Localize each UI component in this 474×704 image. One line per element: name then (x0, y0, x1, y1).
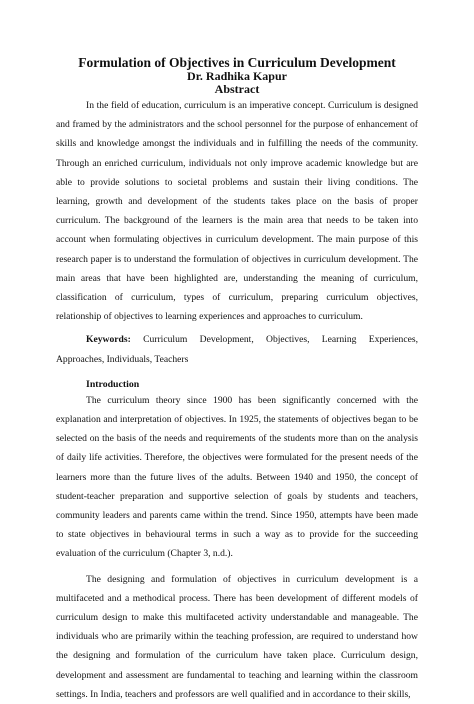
author-name: Dr. Radhika Kapur (187, 69, 287, 83)
abstract-heading: Abstract (214, 82, 260, 96)
keywords-line (56, 330, 418, 368)
keywords-text: Curriculum Development, Objectives, Learning Experiences, Approaches, Individuals, Teachers (56, 334, 419, 365)
keywords-label: Keywords: (86, 334, 131, 346)
introduction-heading: Introduction (86, 378, 140, 390)
introduction-paragraph-2: The designing and formulation of objectives in curriculum development is a multifaceted and a methodical process. There has been development of different models of curriculum design to make this multifaceted activity understandable and manageable. The individuals who are primarily within the teaching profession, are required to understand how the designing and formulation of the curriculum have taken place. Curriculum design, development and assessment are fundamental to teaching and learning within the classroom settings. In India, teachers and professors are well qualified and in accordance to their skills, (56, 573, 418, 700)
paper-title: Formulation of Objectives in Curriculum Development (78, 55, 396, 70)
abstract-paragraph: In the field of education, curriculum is an imperative concept. Curriculum is designed and framed by the administrators and the school personnel for the purpose of enhancement of skills and knowledge amongst the individuals and in fulfilling the needs of the community. Through an enriched curriculum, individuals not only improve academic knowledge but are able to provide solutions to societal problems and sustain their living conditions. The learning, growth and development of the students takes place on the basis of proper curriculum. The background of the learners is the main area that needs to be taken into account when formulating objectives in curriculum development. The main purpose of this research paper is to understand the formulation of objectives in curriculum development. The main areas that have been highlighted are, understanding the meaning of curriculum, classification of curriculum, types of curriculum, preparing curriculum objectives, relationship of objectives to learning experiences and approaches to curriculum. (56, 100, 418, 323)
introduction-paragraph-1: The curriculum theory since 1900 has been significantly concerned with the explanation and interpretation of objectives. In 1925, the statements of objectives began to be selected on the basis of the needs and requirements of the students more than on the analysis of daily life activities. Therefore, the objectives were formulated for the present needs of the learners more than the future lives of the adults. Between 1940 and 1950, the concept of student-teacher preparation and supportive selection of goals by students and teachers, community leaders and parents came within the trend. Since 1950, attempts have been made to state objectives in behavioural terms in such a way as to provide for the succeeding evaluation of the curriculum (Chapter 3, n.d.). (56, 394, 418, 560)
